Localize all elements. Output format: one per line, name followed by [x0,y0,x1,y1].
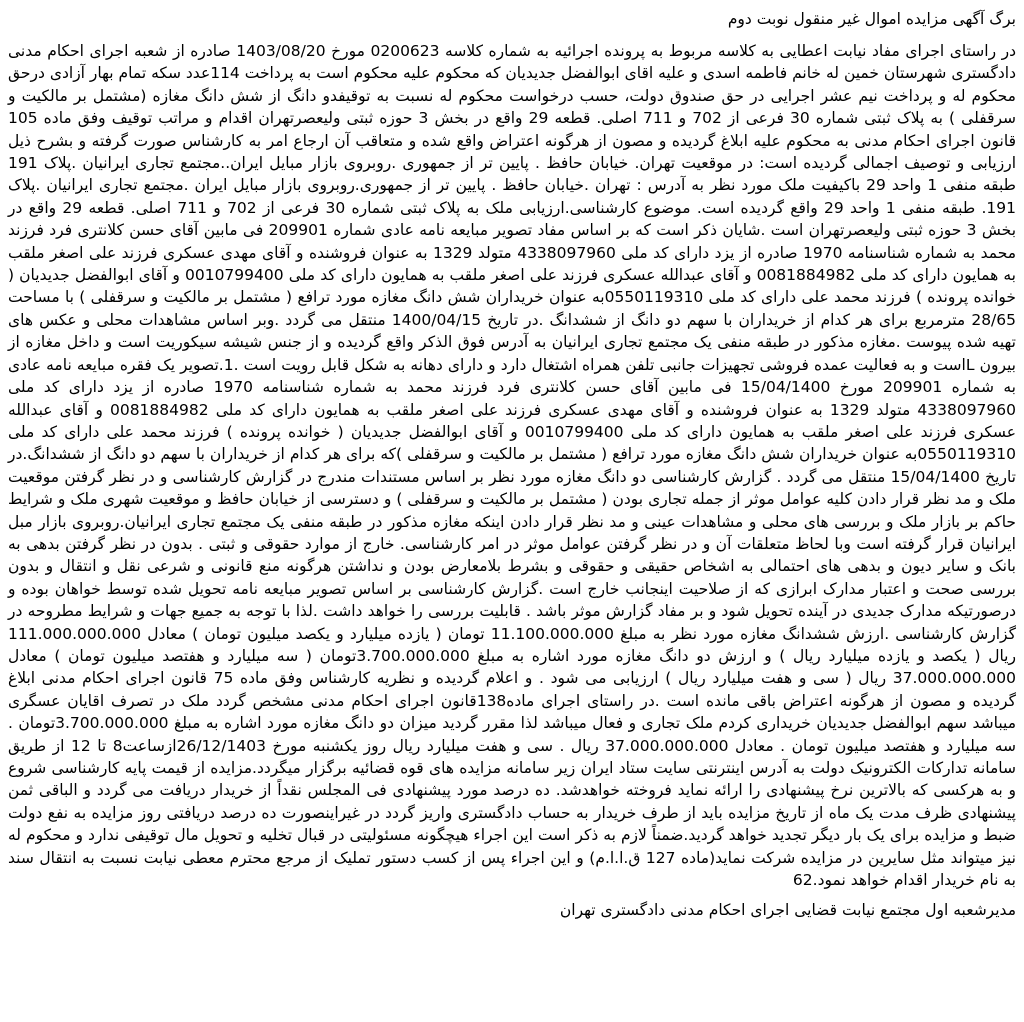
notice-body: در راستای اجرای مفاد نیابت اعطایی به کلاسه مربوط به پرونده اجرائیه به شماره کلاسه 0200623 مورخ 1403/08/20 صادره از شعبه اجرای احکام مدنی دادگستری شهرستان خمین له خانم فاطمه اسدی و علیه اقای ابوالفضل جدیدیان که محکوم علیه محکوم است به پرداخت 114عدد سکه تمام بهار آزادی درحق محکوم له و پرداخت نیم عشر اجرایی در حق صندوق دولت، حسب درخواست محکوم له نسبت به توقیفدو دانگ از شش دانگ مغازه (مشتمل بر مالکیت و سرقفلی ) به پلاک ثبتی شماره 30 فرعی از 702 و 711 اصلی. قطعه 29 واقع در بخش 3 حوزه ثبتی ولیعصرتهران اقدام و مراتب توقیف وفق ماده 105 قانون اجرای احکام مدنی به محکوم علیه ابلاغ گردیده و مصون از هرگونه اعتراض واقع شده و متعاقب آن ارجاع امر به کارشناس صورت گرفته و بشرح ذیل ارزیابی و توصیف اجمالی گردیده است: در موقعیت تهران. خیابان حافظ . پایین تر از جمهوری .روبروی بازار مبایل ایران..مجتمع تجاری ایرانیان .پلاک 191 طبقه منفی 1 واحد 29 باکیفیت ملک مورد نظر به آدرس : تهران .خیابان حافظ . پایین تر از جمهوری.روبروی بازار مبایل ایران .مجتمع تجاری ایرانیان .پلاک 191. طبقه منفی 1 واحد 29 واقع گردیده است. موضوع کارشناسی.ارزیابی ملک به پلاک ثبتی شماره 30 فرعی از 702 و 711 اصلی. قطعه 29 واقع در بخش 3 حوزه ثبتی ولیعصرتهران است .شایان ذکر است که بر اساس مفاد تصویر مبایعه نامه عادی شماره 209901 فی مابین آقای حسن کلانتری فرد فرزند محمد به شماره شناسنامه 1970 صادره از یزد دارای کد ملی 4338097960 متولد 1329 به عنوان فروشنده و آقای مهدی عسکری فرزند علی اصغر ملقب به همایون دارای کد ملی 0081884982 و آقای عبدالله عسکری فرزند علی اصغر ملقب به همایون دارای کد ملی 0010799400 و آقای ابوالفضل جدیدیان ( خوانده پرونده ) فرزند محمد علی دارای کد ملی 0550119310به عنوان خریداران شش دانگ مغازه مورد ترافع ( مشتمل بر مالکیت و سرقفلی ) با مساحت 28/65 مترمربع برای هر کدام از خریداران با سهم دو دانگ از ششدانگ .در تاریخ 1400/04/15 منتقل می گردد .وبر اساس مشاهدات محلی و عکس های تهیه شده پیوست .مغازه مذکور در طبقه منفی یک مجتمع تجاری ایرانیان به آدرس فوق الذکر واقع گردیده و از جنس شیشه سیکوریت است و داخل مغازه از بیرون Lاست و به فعالیت عمده فروشی تجهیزات جانبی تلفن همراه اشتغال دارد و دارای دهانه به شکل قابل رویت است .1.تصویر یک فقره مبایعه نامه عادی به شماره 209901 مورخ 15/04/1400 فی مابین آقای حسن کلانتری فرد فرزند محمد به شماره شناسنامه 1970 صادره از یزد دارای کد ملی 4338097960 متولد 1329 به عنوان فروشنده و آقای مهدی عسکری فرزند علی اصغر ملقب به همایون دارای کد ملی 0081884982 و آقای عبدالله عسکری فرزند علی اصغر ملقب به همایون دارای کد ملی 0010799400 و آقای ابوالفضل جدیدیان ( خوانده پرونده ) فرزند محمد علی دارای کد ملی 0550119310به عنوان خریداران شش دانگ مغازه مورد ترافع ( مشتمل بر مالکیت و سرقفلی )که برای هر کدام از خریداران با سهم دو دانگ از ششدانگ.در تاریخ 15/04/1400 منتقل می گردد . گزارش کارشناسی دو دانگ مغازه مورد نظر بر اساس مستندات مندرج در گزارش کارشناسی و در نظر گرفتن موقعیت ملک و مد نظر قرار دادن کلیه عوامل موثر از جمله تجاری بودن ( مشتمل بر مالکیت و سرقفلی ) و دسترسی از خیابان حافظ و موقعیت شهری ملک و شرایط حاکم بر بازار ملک و بررسی های محلی و مشاهدات عینی و مد نظر قرار دادن اینکه مغازه مذکور در طبقه منفی یک مجتمع تجاری ایرانیان.روبروی بازار مبل ایرانیان قرار گرفته است وبا لحاظ متعلقات آن و در نظر گرفتن عوامل موثر در امر کارشناسی. خارج از موارد حقوقی و ثبتی . بدون در نظر گرفتن بدهی به بانک و سایر دیون و بدهی های احتمالی به اشخاص حقیقی و حقوقی و بشرط بلامعارض بودن و نداشتن هرگونه منع قانونی و شرعی نقل و انتقال و بدون بررسی صحت و اعتبار مدارک ابرازی که از صلاحیت اینجانب خارج است .گزارش کارشناسی بر اساس تصویر مبایعه نامه تحویل شده توسط خواهان بوده و درصورتیکه مدارک جدیدی در آینده تحویل شود و بر مفاد گزارش موثر باشد . قابلیت بررسی را خواهد داشت .لذا با توجه به جمیع جهات و شرایط مطروحه در گزارش کارشناسی .ارزش ششدانگ مغازه مورد نظر به مبلغ 11.100.000.000 تومان ( یازده میلیارد و یکصد میلیون تومان ) معادل 111.000.000.000 ریال ( یکصد و یازده میلیارد ریال ) و ارزش دو دانگ مغازه مورد اشاره به مبلغ 3.700.000.000تومان ( سه میلیارد و هفتصد میلیون تومان ) معادل 37.000.000.000 ریال ( سی و هفت میلیارد ریال ) ارزیابی می شود . و اعلام گردیده و نظریه کارشناس وفق ماده 75 قانون اجرای احکام مدنی ابلاغ گردیده و مصون از هرگونه اعتراض باقی مانده است .در راستای اجرای ماده138قانون اجرای احکام مدنی مشخص گردد ملک در تصرف اقایان عسگری میباشد سهم ابوالفضل جدیدیان خریداری کردم ملک تجاری و فعال میباشد لذا مقرر گردید میزان دو دانگ مغازه مورد اشاره به مبلغ 3.700.000.000تومان . سه میلیارد و هفتصد میلیون تومان . معادل 37.000.000.000 ریال . سی و هفت میلیارد ریال روز یکشنبه مورخ 26/12/1403ازساعت8 تا 12 از طریق سامانه تدارکات الکترونیک دولت به آدرس اینترنتی سایت ستاد ایران زیر سامانه مزایده های قوه قضائیه برگزار میگردد.مزایده از قیمت پایه کارشناسی شروع و به هرکسی که بالاترین نرخ پیشنهادی را ارائه نماید فروخته خواهدشد. ده درصد مورد پیشنهادی فی المجلس نقداً از خریدار دریافت می گردد و الباقی ثمن پیشنهادی ظرف مدت یک ماه از تاریخ مزایده باید از طرف خریدار به حساب دادگستری واریز گردد در غیراینصورت ده درصد دریافتی روز مزایده به نفع دولت ضبط و مزایده برای یک بار دیگر تجدید خواهد گردید.ضمناً لازم به ذکر است این اجراء هیچگونه مسئولیتی در قبال تخلیه و تحویل مال توقیفی ندارد و محکوم له نیز میتواند مثل سایرین در مزایده شرکت نماید(ماده 127 ق.ا.ا.م) و این اجراء پس از کسب دستور تملیک از مرجع محترم معطی نیابت نسبت به انتقال سند به نام خریدار اقدام خواهد نمود.62 [8,42,1017,890]
notice-title: برگ آگهی مزایده اموال غیر منقول نوبت دوم [727,10,1016,28]
notice-signature: مدیرشعبه اول مجتمع نیابت قضایی اجرای احکام مدنی دادگستری تهران [559,901,1016,920]
